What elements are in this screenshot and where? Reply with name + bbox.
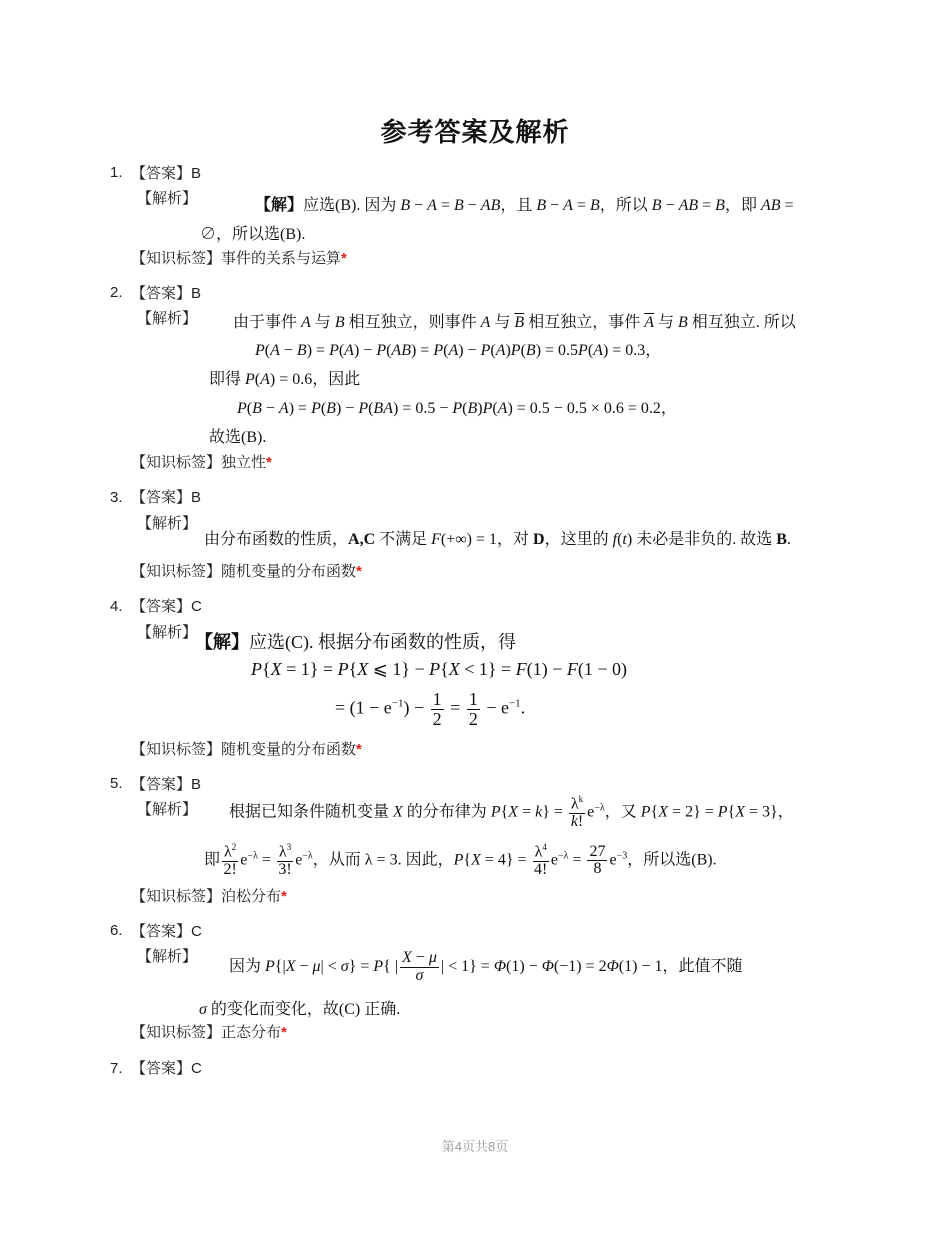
page-title: 参考答案及解析	[380, 117, 570, 147]
tag-text: 正态分布	[221, 1024, 282, 1041]
answer-label: 【答案】C	[131, 1060, 202, 1077]
knowledge-tag: 【知识标签】事件的关系与运算*	[131, 250, 347, 267]
answer-label: 【答案】C	[131, 598, 202, 615]
solution-line: P(B − A) = P(B) − P(BA) = 0.5 − P(B)P(A) = 0.5 − 0.5 × 0.6 = 0.2，	[237, 400, 677, 417]
answer-label: 【答案】B	[131, 776, 202, 793]
star-icon: *	[266, 454, 272, 471]
answer-label: 【答案】B	[131, 165, 202, 182]
answer-value: B	[191, 285, 202, 302]
tag-text: 泊松分布	[221, 888, 282, 905]
solution-line: σ 的变化而变化，故(C) 正确.	[199, 1001, 401, 1018]
solution-line: 根据已知条件随机变量 X 的分布律为 P{X = k} = $\frac{\lambda^k}{k!}$ $e^{-\lambda}$，又 P{X = 2} = P{X = 3}，	[229, 794, 794, 831]
analysis-label: 【解析】	[137, 624, 198, 641]
answer-value: C	[191, 923, 202, 940]
solution-line: 由分布函数的性质，A,C 不满足 F(+∞) = 1，对 D，这里的 f(t) 未必是非负的. 故选 B.	[204, 531, 791, 548]
star-icon: *	[281, 1024, 287, 1041]
analysis-label: 【解析】	[137, 515, 198, 532]
knowledge-tag: 【知识标签】泊松分布*	[131, 888, 287, 905]
knowledge-tag: 【知识标签】独立性*	[131, 454, 272, 471]
solution-line: 因为 P{|X − μ| < σ} = P{ | $\frac{X - \mu}{\sigma}$ | < 1} = Φ(1) − Φ(−1) = 2Φ(1) − 1，此值不随	[229, 949, 743, 984]
answer-value: B	[191, 776, 202, 793]
answer-label: 【答案】B	[131, 285, 202, 302]
answer-label: 【答案】C	[131, 923, 202, 940]
solution-line: 由于事件 A 与 B 相互独立，则事件 A 与 $\overline{B}$ 相互独立，事件 $\overline{A}$ 与 B 相互独立. 所以	[233, 314, 796, 331]
question-number: 6.	[110, 922, 123, 939]
question-number: 7.	[110, 1060, 123, 1077]
solution-line: ∅，所以选(B).	[200, 226, 306, 243]
star-icon: *	[356, 741, 362, 758]
answer-label: 【答案】B	[131, 489, 202, 506]
knowledge-tag: 【知识标签】随机变量的分布函数*	[131, 741, 362, 758]
solution-line: 即得 P(A) = 0.6，因此	[209, 371, 361, 388]
analysis-label: 【解析】	[137, 310, 198, 327]
solution-line: P{X = 1} = P{X ⩽ 1} − P{X < 1} = F(1) − F(1 − 0)	[251, 659, 627, 679]
page-footer: 第4页共8页	[441, 1139, 509, 1154]
tag-text: 随机变量的分布函数	[221, 741, 357, 758]
question-number: 3.	[110, 489, 123, 506]
answer-value: B	[191, 489, 202, 506]
star-icon: *	[341, 250, 347, 267]
question-number: 1.	[110, 164, 123, 181]
solution-line: 【解】应选(C). 根据分布函数的性质，得	[195, 632, 516, 652]
question-number: 4.	[110, 598, 123, 615]
knowledge-tag: 【知识标签】正态分布*	[131, 1024, 287, 1041]
analysis-label: 【解析】	[137, 801, 198, 818]
analysis-label: 【解析】	[137, 190, 198, 207]
solution-line: = $(1 - e^{-1})$ − $\frac{1}{2}$ = $\frac{1}{2}$ − $e^{-1}$.	[335, 689, 526, 729]
solution-line: 即 $\frac{\lambda^2}{2!}$ $e^{-\lambda}$ = $\frac{\lambda^3}{3!}$ $e^{-\lambda}$，从而 λ = 3. 因此，P{X = 4} = $\frac{\lambda^4}{4!}$ $e^{-\lambda}$ = $\frac{27}{8}$ $e^{-3}$，所以选(B).	[204, 842, 717, 879]
star-icon: *	[356, 563, 362, 580]
tag-text: 随机变量的分布函数	[221, 563, 357, 580]
answer-value: B	[191, 165, 202, 182]
tag-text: 独立性	[221, 454, 267, 471]
knowledge-tag: 【知识标签】随机变量的分布函数*	[131, 563, 362, 580]
answer-value: C	[191, 1060, 202, 1077]
solution-line: 故选(B).	[209, 429, 267, 446]
answer-value: C	[191, 598, 202, 615]
tag-text: 事件的关系与运算	[221, 250, 342, 267]
analysis-label: 【解析】	[137, 948, 198, 965]
question-number: 2.	[110, 284, 123, 301]
star-icon: *	[281, 888, 287, 905]
solution-line: 【解】应选(B). 因为 B − A = B − AB，且 B − A = B，所以 B − AB = B，即 AB =	[255, 197, 794, 214]
solution-line: P(A − B) = P(A) − P(AB) = P(A) − P(A)P(B) = 0.5P(A) = 0.3，	[255, 342, 662, 359]
question-number: 5.	[110, 775, 123, 792]
